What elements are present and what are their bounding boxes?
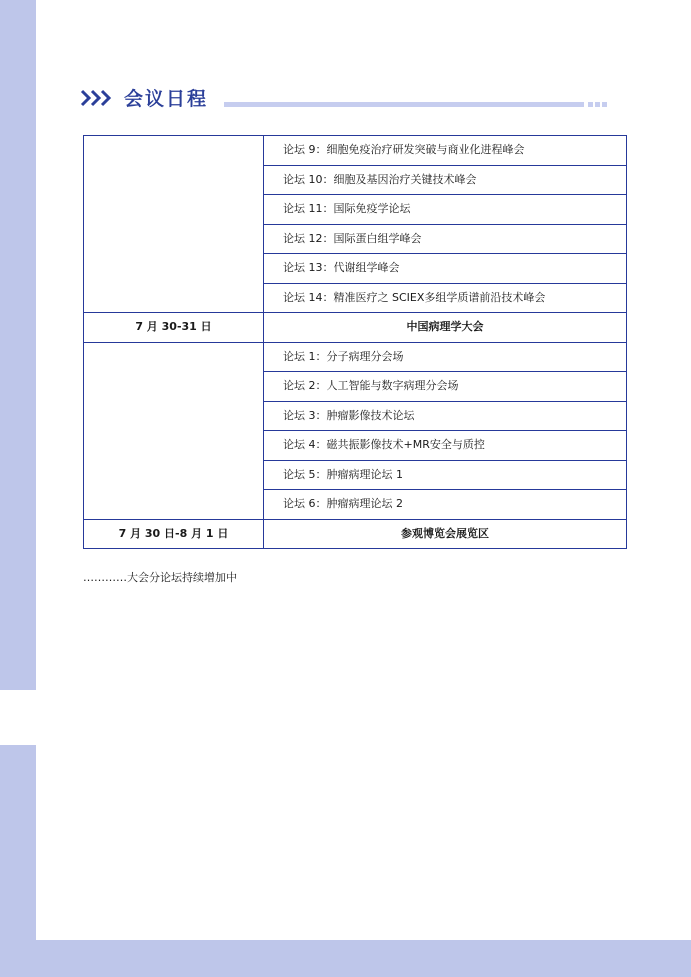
forum-cell: 论坛 5：肿瘤病理论坛 1 [264,460,627,490]
forum-cell: 论坛 6：肿瘤病理论坛 2 [264,490,627,520]
empty-date-cell [84,136,264,313]
schedule-table [83,135,627,549]
forum-cell: 论坛 4：磁共振影像技术+MR安全与质控 [264,431,627,461]
table-row [84,313,627,343]
date-cell: 7 月 30 日-8 月 1 日 [84,519,264,549]
forum-cell: 论坛 13：代谢组学峰会 [264,254,627,284]
forum-cell: 论坛 12：国际蛋白组学峰会 [264,224,627,254]
page-title: 会议日程 [124,88,209,110]
title-underline-dots [588,102,609,121]
decorative-band-left-top [0,0,36,690]
title-underline-bar [224,102,584,107]
event-cell: 参观博览会展览区 [264,519,627,549]
forum-cell: 论坛 11：国际免疫学论坛 [264,195,627,225]
forum-cell: 论坛 2：人工智能与数字病理分会场 [264,372,627,402]
footnote: …………大会分论坛持续增加中 [83,571,237,584]
decorative-band-bottom [0,940,691,977]
forum-cell: 论坛 10：细胞及基因治疗关键技术峰会 [264,165,627,195]
forum-cell: 论坛 3：肿瘤影像技术论坛 [264,401,627,431]
table-row [84,136,627,166]
table-row [84,519,627,549]
empty-date-cell [84,342,264,519]
event-cell: 中国病理学大会 [264,313,627,343]
forum-cell: 论坛 9：细胞免疫治疗研发突破与商业化进程峰会 [264,136,627,166]
triple-chevron-icon [80,88,114,108]
date-cell: 7 月 30-31 日 [84,313,264,343]
forum-cell: 论坛 1：分子病理分会场 [264,342,627,372]
table-row [84,342,627,372]
forum-cell: 论坛 14：精准医疗之 SCIEX多组学质谱前沿技术峰会 [264,283,627,313]
